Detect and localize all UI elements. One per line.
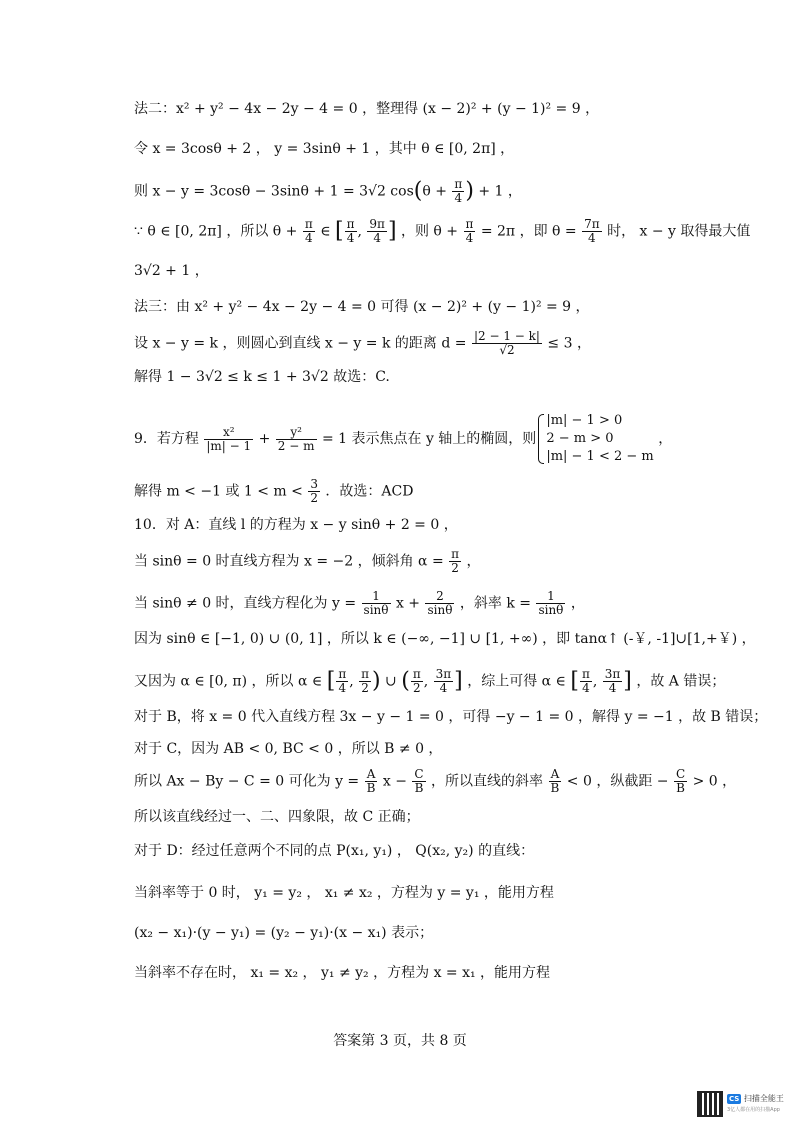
solution-line: [134, 478, 760, 505]
fraction-3pi-over-4: $\frac{3\pi}{4}$: [435, 667, 452, 695]
text: 因为 sinθ ∈ [−1, 0) ∪ (0, 1] ，所以 k ∈ (−∞, −1] ∪ [1, +∞) ，即 tanα↑ (-￥, -1]∪[1,+￥) ，: [134, 631, 756, 647]
right-paren: ): [372, 668, 381, 694]
inequality-row: |m| − 1 > 0: [546, 413, 623, 428]
fraction-3pi-over-4: $\frac{3\pi}{4}$: [604, 667, 621, 695]
camscanner-logo-icon: CS: [729, 1094, 740, 1103]
text: 对于 D：经过任意两个不同的点 P(x₁, y₁) ， Q(x₂, y₂) 的直线：: [134, 843, 535, 859]
right-paren: ): [465, 178, 474, 204]
solution-line: [134, 296, 760, 318]
watermark-text: [727, 1094, 784, 1115]
solution-line: [134, 178, 760, 205]
solution-line: [134, 768, 760, 795]
solution-line: [134, 590, 760, 617]
fraction-pi-over-4: $\frac{\pi}{4}$: [304, 217, 313, 245]
right-bracket: ]: [454, 668, 463, 694]
text: x +: [391, 595, 425, 612]
method3-equation: 法三：由 x² + y² − 4x − 2y − 4 = 0 可得 (x − 2)² + (y − 1)² = 9 ，: [134, 299, 590, 315]
fraction-C-over-B: $\frac{C}{B}$: [675, 767, 686, 795]
text: > 0 ，: [688, 773, 737, 790]
page-footer: 答案第 3 页，共 8 页: [333, 1033, 467, 1049]
solution-line: [134, 330, 760, 357]
solution-line: [134, 806, 760, 828]
text: 当斜率等于 0 时， y₁ = y₂ ， x₁ ≠ x₂ ，方程为 y = y₁ ，能用方程: [134, 885, 554, 901]
scanner-watermark: [697, 1084, 789, 1124]
text: ，: [462, 553, 481, 570]
text: 又因为 α ∈ [0, π) ，所以 α ∈: [134, 673, 327, 690]
max-value: 3√2 + 1 ，: [134, 263, 209, 279]
left-bracket: [: [326, 668, 336, 694]
text: 则 x − y = 3cosθ − 3sinθ + 1 = 3√2 cos: [134, 183, 414, 200]
solution-line: [134, 922, 760, 944]
fraction-1-over-sin: $\frac{1}{\sin\theta}$: [363, 589, 389, 617]
comma: ,: [592, 673, 602, 690]
fraction-1-over-sin: $\frac{1}{\sin\theta}$: [538, 589, 564, 617]
text: (x₂ − x₁)·(y − y₁) = (y₂ − y₁)·(x − x₁) 表示；: [134, 925, 434, 941]
text: 当斜率不存在时， x₁ = x₂ ， y₁ ≠ y₂ ，方程为 x = x₁ ，能用方程: [134, 965, 551, 981]
fraction-y2: $\frac{\text{y²}}{2 - m}$: [277, 424, 315, 453]
text: 9．若方程: [134, 431, 204, 447]
text: 10．对 A：直线 l 的方程为 x − y sinθ + 2 = 0 ，: [134, 517, 458, 533]
question-9: [134, 412, 760, 466]
text: x −: [378, 773, 412, 790]
fraction-pi-over-4: $\frac{\pi}{4}$: [338, 667, 347, 695]
parametrization: 令 x = 3cosθ + 2 ， y = 3sinθ + 1 ，其中 θ ∈ [0, 2π] ，: [134, 141, 515, 157]
fraction-pi-over-2: $\frac{\pi}{2}$: [361, 667, 369, 695]
text: 设 x − y = k ，则圆心到直线 x − y = k 的距离 d =: [134, 335, 471, 352]
solution-line: [134, 840, 760, 862]
text: = 1 表示焦点在 y 轴上的椭圆，则: [317, 431, 537, 447]
fraction-A-over-B: $\frac{A}{B}$: [366, 767, 376, 795]
fraction-3-over-2: $\frac{3}{2}$: [310, 477, 318, 505]
text: 对于 B，将 x = 0 代入直线方程 3x − y − 1 = 0 ，可得 −y − 1 = 0 ，解得 y = −1 ，故 B 错误；: [134, 709, 768, 725]
text: +: [254, 431, 275, 447]
text: ，斜率 k =: [455, 595, 536, 612]
solution-line: [134, 668, 760, 695]
fraction-pi-over-4: $\frac{\pi}{4}$: [465, 217, 474, 245]
solution-line: [134, 882, 760, 904]
inequality-row: |m| − 1 < 2 − m: [546, 449, 654, 464]
text: ∵ θ ∈ [0, 2π] ，所以 θ +: [134, 223, 302, 240]
method2-equation: 法二：x² + y² − 4x − 2y − 4 = 0 ，整理得 (x − 2)² + (y − 1)² = 9 ，: [134, 101, 600, 117]
text: 所以该直线经过一、二、四象限，故 C 正确；: [134, 809, 420, 825]
text: + 1 ，: [473, 183, 522, 200]
text: θ +: [422, 183, 452, 200]
text: 时， x − y 取得最大值: [602, 223, 751, 240]
fraction-pi-over-2: $\frac{\pi}{2}$: [412, 667, 421, 695]
solution-line: [134, 962, 760, 984]
solution-line: [134, 366, 760, 388]
question-10: [134, 514, 760, 536]
right-bracket: ]: [387, 218, 397, 244]
text: ，: [566, 595, 585, 612]
fraction-pi-over-4: $\frac{\pi}{4}$: [454, 177, 463, 205]
inequality-row: 2 − m > 0: [546, 431, 614, 446]
watermark-title: 扫描全能王: [743, 1093, 784, 1103]
text: ．故选：ACD: [320, 483, 414, 500]
left-bracket: [: [335, 218, 344, 244]
text: ∈: [315, 223, 336, 240]
text: 解得 m < −1 或 1 < m <: [134, 483, 308, 500]
text: 当 sinθ ≠ 0 时，直线方程化为 y =: [134, 595, 361, 612]
solution-line: [134, 548, 760, 575]
fraction-distance: $\frac{|2 - 1 - k|}{√2}$: [473, 329, 540, 357]
text: ≤ 3 ，: [542, 335, 591, 352]
text: ，: [653, 431, 673, 447]
fraction-C-over-B: $\frac{C}{B}$: [414, 767, 424, 795]
text: ，故 A 错误；: [631, 673, 726, 690]
fraction-pi-over-2: $\frac{\pi}{2}$: [451, 547, 460, 575]
fraction-9pi-over-4: $\frac{9\pi}{4}$: [369, 217, 385, 245]
solution-line: [134, 738, 760, 760]
solution-line: [134, 260, 760, 282]
fraction-pi-over-4: $\frac{\pi}{4}$: [346, 217, 355, 245]
solution-line: [134, 628, 760, 650]
comma: ,: [349, 673, 359, 690]
solution-line: [134, 706, 768, 728]
qr-code-icon: [697, 1091, 723, 1117]
text: 对于 C，因为 AB < 0, BC < 0 ，所以 B ≠ 0 ，: [134, 741, 443, 757]
right-bracket: ]: [623, 668, 632, 694]
text: ，综上可得 α ∈: [462, 673, 571, 690]
text: ，所以直线的斜率: [426, 773, 548, 790]
fraction-7pi-over-4: $\frac{7\pi}{4}$: [584, 217, 600, 245]
left-paren: (: [401, 668, 410, 694]
solution-line: [134, 218, 760, 245]
method3-result: 解得 1 − 3√2 ≤ k ≤ 1 + 3√2 故选：C.: [134, 369, 390, 385]
left-bracket: [: [570, 668, 579, 694]
inequality-system: [538, 412, 653, 466]
left-paren: (: [413, 178, 423, 204]
solution-line: [134, 98, 760, 120]
text: = 2π ，即 θ =: [476, 223, 582, 240]
fraction-x2: $\frac{\text{x²}}{|m| - 1}$: [206, 424, 252, 453]
text: ∪: [380, 673, 402, 690]
fraction-A-over-B: $\frac{A}{B}$: [550, 767, 560, 795]
text: < 0 ，纵截距 −: [562, 773, 673, 790]
fraction-pi-over-4: $\frac{\pi}{4}$: [581, 667, 590, 695]
fraction-2-over-sin: $\frac{2}{\sin\theta}$: [427, 589, 453, 617]
comma: ,: [423, 673, 433, 690]
comma: ,: [357, 223, 367, 240]
text: 当 sinθ = 0 时直线方程为 x = −2 ，倾斜角 α =: [134, 553, 449, 570]
text: 所以 Ax − By − C = 0 可化为 y =: [134, 773, 364, 790]
text: ，则 θ +: [396, 223, 463, 240]
solution-line: [134, 138, 760, 160]
watermark-subtitle: 3亿人都在用的扫描App: [727, 1106, 780, 1113]
